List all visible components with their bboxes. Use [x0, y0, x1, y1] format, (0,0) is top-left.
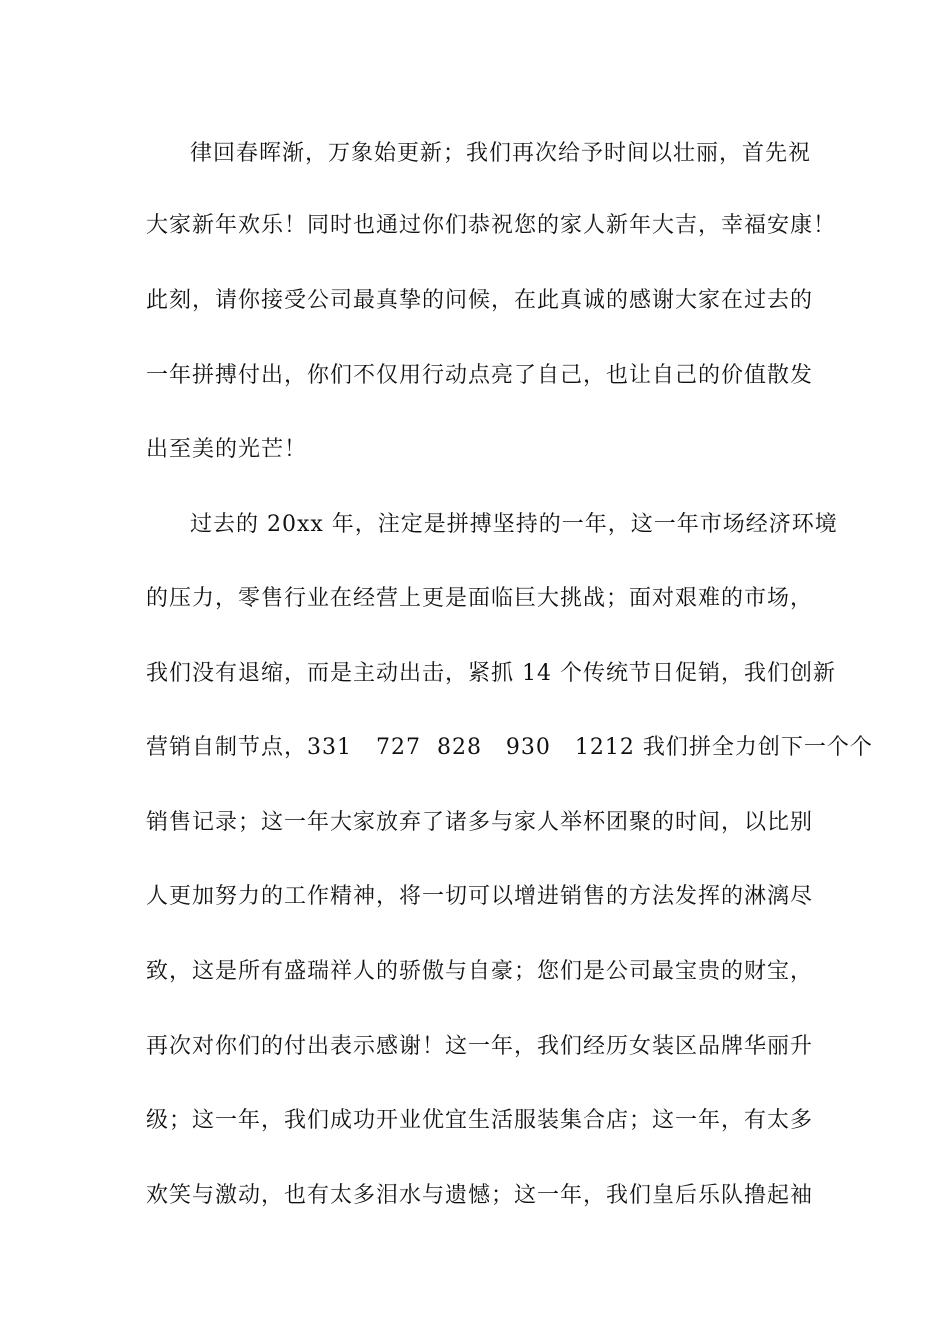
- paragraph-2-line-6: 人更加努力的工作精神，将一切可以增进销售的方法发挥的淋漓尽: [146, 884, 814, 909]
- paragraph-2-line-8: 再次对你们的付出表示感谢！这一年，我们经历女装区品牌华丽升: [146, 1034, 814, 1059]
- paragraph-2-line-3: 我们没有退缩，而是主动出击，紧抓 14 个传统节日促销，我们创新: [146, 661, 836, 686]
- paragraph-2-line-4: 营销自制节点，331 727 828 930 1212 我们拼全力创下一个个: [146, 735, 873, 760]
- paragraph-1-line-5: 出至美的光芒！: [146, 437, 308, 462]
- paragraph-2-line-9: 级；这一年，我们成功开业优宜生活服装集合店；这一年，有太多: [146, 1108, 814, 1133]
- paragraph-2-line-1: 过去的 20xx 年，注定是拼搏坚持的一年，这一年市场经济环境: [190, 512, 838, 537]
- paragraph-1-line-4: 一年拼搏付出，你们不仅用行动点亮了自己，也让自己的价值散发: [146, 363, 814, 388]
- paragraph-2-line-5: 销售记录；这一年大家放弃了诸多与家人举杯团聚的时间，以比别: [146, 810, 814, 835]
- paragraph-2-line-2: 的压力，零售行业在经营上更是面临巨大挑战；面对艰难的市场，: [146, 586, 814, 611]
- paragraph-1-line-1: 律回春晖渐，万象始更新；我们再次给予时间以壮丽，首先祝: [190, 141, 812, 166]
- paragraph-1-line-3: 此刻，请你接受公司最真挚的问候，在此真诚的感谢大家在过去的: [146, 288, 814, 313]
- paragraph-1-line-2: 大家新年欢乐！同时也通过你们恭祝您的家人新年大吉，幸福安康！: [146, 213, 837, 238]
- paragraph-2-line-7: 致，这是所有盛瑞祥人的骄傲与自豪；您们是公司最宝贵的财宝，: [146, 959, 814, 984]
- paragraph-2-line-10: 欢笑与激动，也有太多泪水与遗憾；这一年，我们皇后乐队撸起袖: [146, 1183, 814, 1208]
